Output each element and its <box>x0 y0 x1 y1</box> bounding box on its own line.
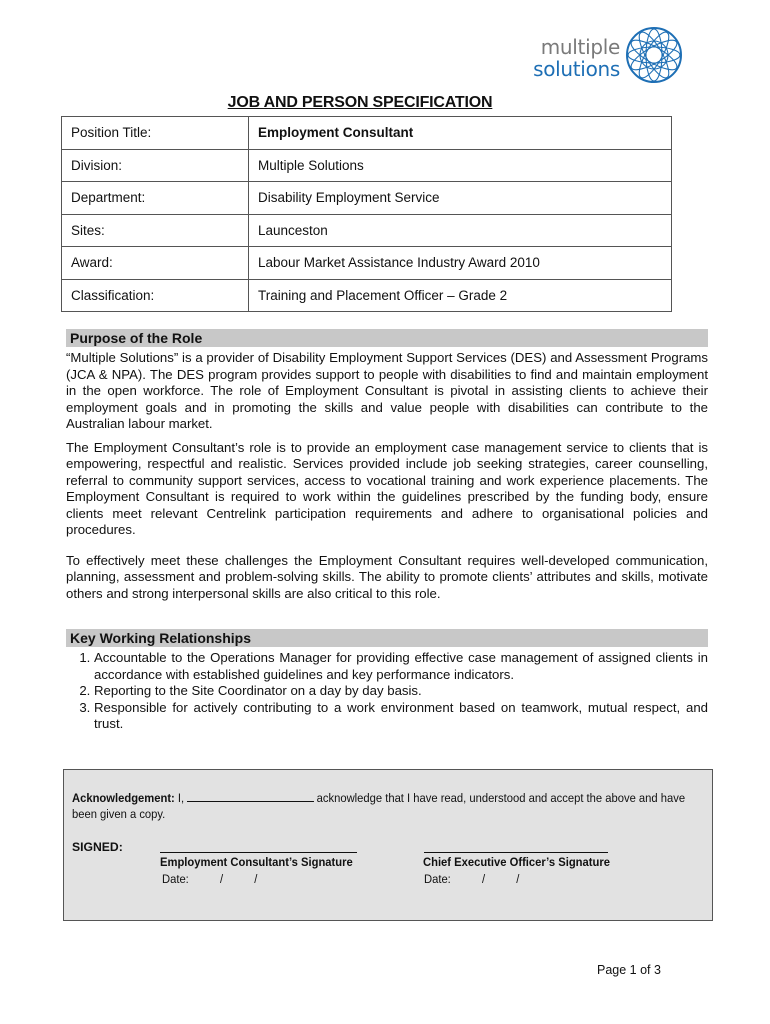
ceo-signature-line[interactable] <box>424 852 608 853</box>
relationships-heading: Key Working Relationships <box>66 629 708 647</box>
logo-wordmark <box>520 36 620 80</box>
document-title: JOB AND PERSON SPECIFICATION <box>227 94 493 111</box>
consultant-date-field[interactable]: Date: / / <box>162 872 258 886</box>
row-label: Classification: <box>62 279 249 312</box>
logo-line-1: multiple <box>540 35 620 59</box>
purpose-heading: Purpose of the Role <box>66 329 708 347</box>
acknowledgement-prefix: I, <box>177 791 185 805</box>
row-label: Award: <box>62 247 249 280</box>
row-value: Labour Market Assistance Industry Award 2010 <box>249 247 672 280</box>
table-row <box>62 247 672 280</box>
logo-line-2: solutions <box>533 57 620 81</box>
position-details-table <box>61 116 672 312</box>
purpose-paragraph: “Multiple Solutions” is a provider of Disability Employment Support Services (DES) and Assessment Programs (JCA & NPA). The DES program provides support to people with disabilities to find and maintain employment in the open workforce. The role of Employment Consultant is pivotal in assisting clients to achieve their employment goals and in promoting the skills and value people with disabilities can contribute to the Australian labour market. <box>66 350 708 431</box>
acknowledgement-text: acknowledge that I have read, understood and accept the above and have been given a copy. <box>72 791 686 821</box>
row-label: Sites: <box>62 214 249 247</box>
row-value: Launceston <box>249 214 672 247</box>
relationships-list <box>66 650 708 733</box>
company-logo <box>520 26 685 92</box>
name-blank-field[interactable] <box>187 790 314 802</box>
purpose-section <box>66 329 708 609</box>
row-label: Division: <box>62 149 249 182</box>
row-value: Multiple Solutions <box>249 149 672 182</box>
ceo-date-field[interactable]: Date: / / <box>424 872 520 886</box>
purpose-paragraph: The Employment Consultant’s role is to provide an employment case management service to clients that is empowering, respectful and realistic. Services provided include job seeking strategies, career counselling, referral to community support services, access to vocational training and work experience placements. The Employment Consultant is required to work within the guidelines prescribed by the funding body, ensure clients meet relevant Centrelink participation requirements and adhere to organisational policies and procedures. <box>66 439 708 537</box>
table-row <box>62 182 672 215</box>
table-row <box>62 117 672 150</box>
consultant-signature-title: Employment Consultant’s Signature <box>160 855 353 869</box>
ceo-signature-title: Chief Executive Officer’s Signature <box>423 855 610 869</box>
purpose-paragraph: To effectively meet these challenges the Employment Consultant requires well-developed communication, planning, assessment and problem-solving skills. The ability to promote clients’ attributes and skills, motivate others and strong interpersonal skills are also critical to this role. <box>66 552 708 601</box>
list-item: 2. Reporting to the Site Coordinator on a day by day basis. <box>94 683 708 700</box>
row-value: Disability Employment Service <box>249 182 672 215</box>
relationships-section <box>66 629 708 733</box>
page-number: Page 1 of 3 <box>597 963 661 977</box>
signed-label: SIGNED: <box>72 840 123 854</box>
row-label: Department: <box>62 182 249 215</box>
table-row <box>62 279 672 312</box>
acknowledgement-label: Acknowledgement: <box>72 791 175 805</box>
table-row <box>62 214 672 247</box>
row-value: Employment Consultant <box>249 117 672 150</box>
row-label: Position Title: <box>62 117 249 150</box>
consultant-signature-line[interactable] <box>160 852 357 853</box>
acknowledgement-statement <box>72 790 698 822</box>
logo-sphere-icon <box>625 26 683 84</box>
row-value: Training and Placement Officer – Grade 2 <box>249 279 672 312</box>
acknowledgement-box <box>63 769 713 921</box>
list-item: 3. Responsible for actively contributing to a work environment based on teamwork, mutual respect, and trust. <box>94 700 708 733</box>
list-item: 1. Accountable to the Operations Manager for providing effective case management of assigned clients in accordance with established guidelines and key performance indicators. <box>94 650 708 683</box>
table-row <box>62 149 672 182</box>
